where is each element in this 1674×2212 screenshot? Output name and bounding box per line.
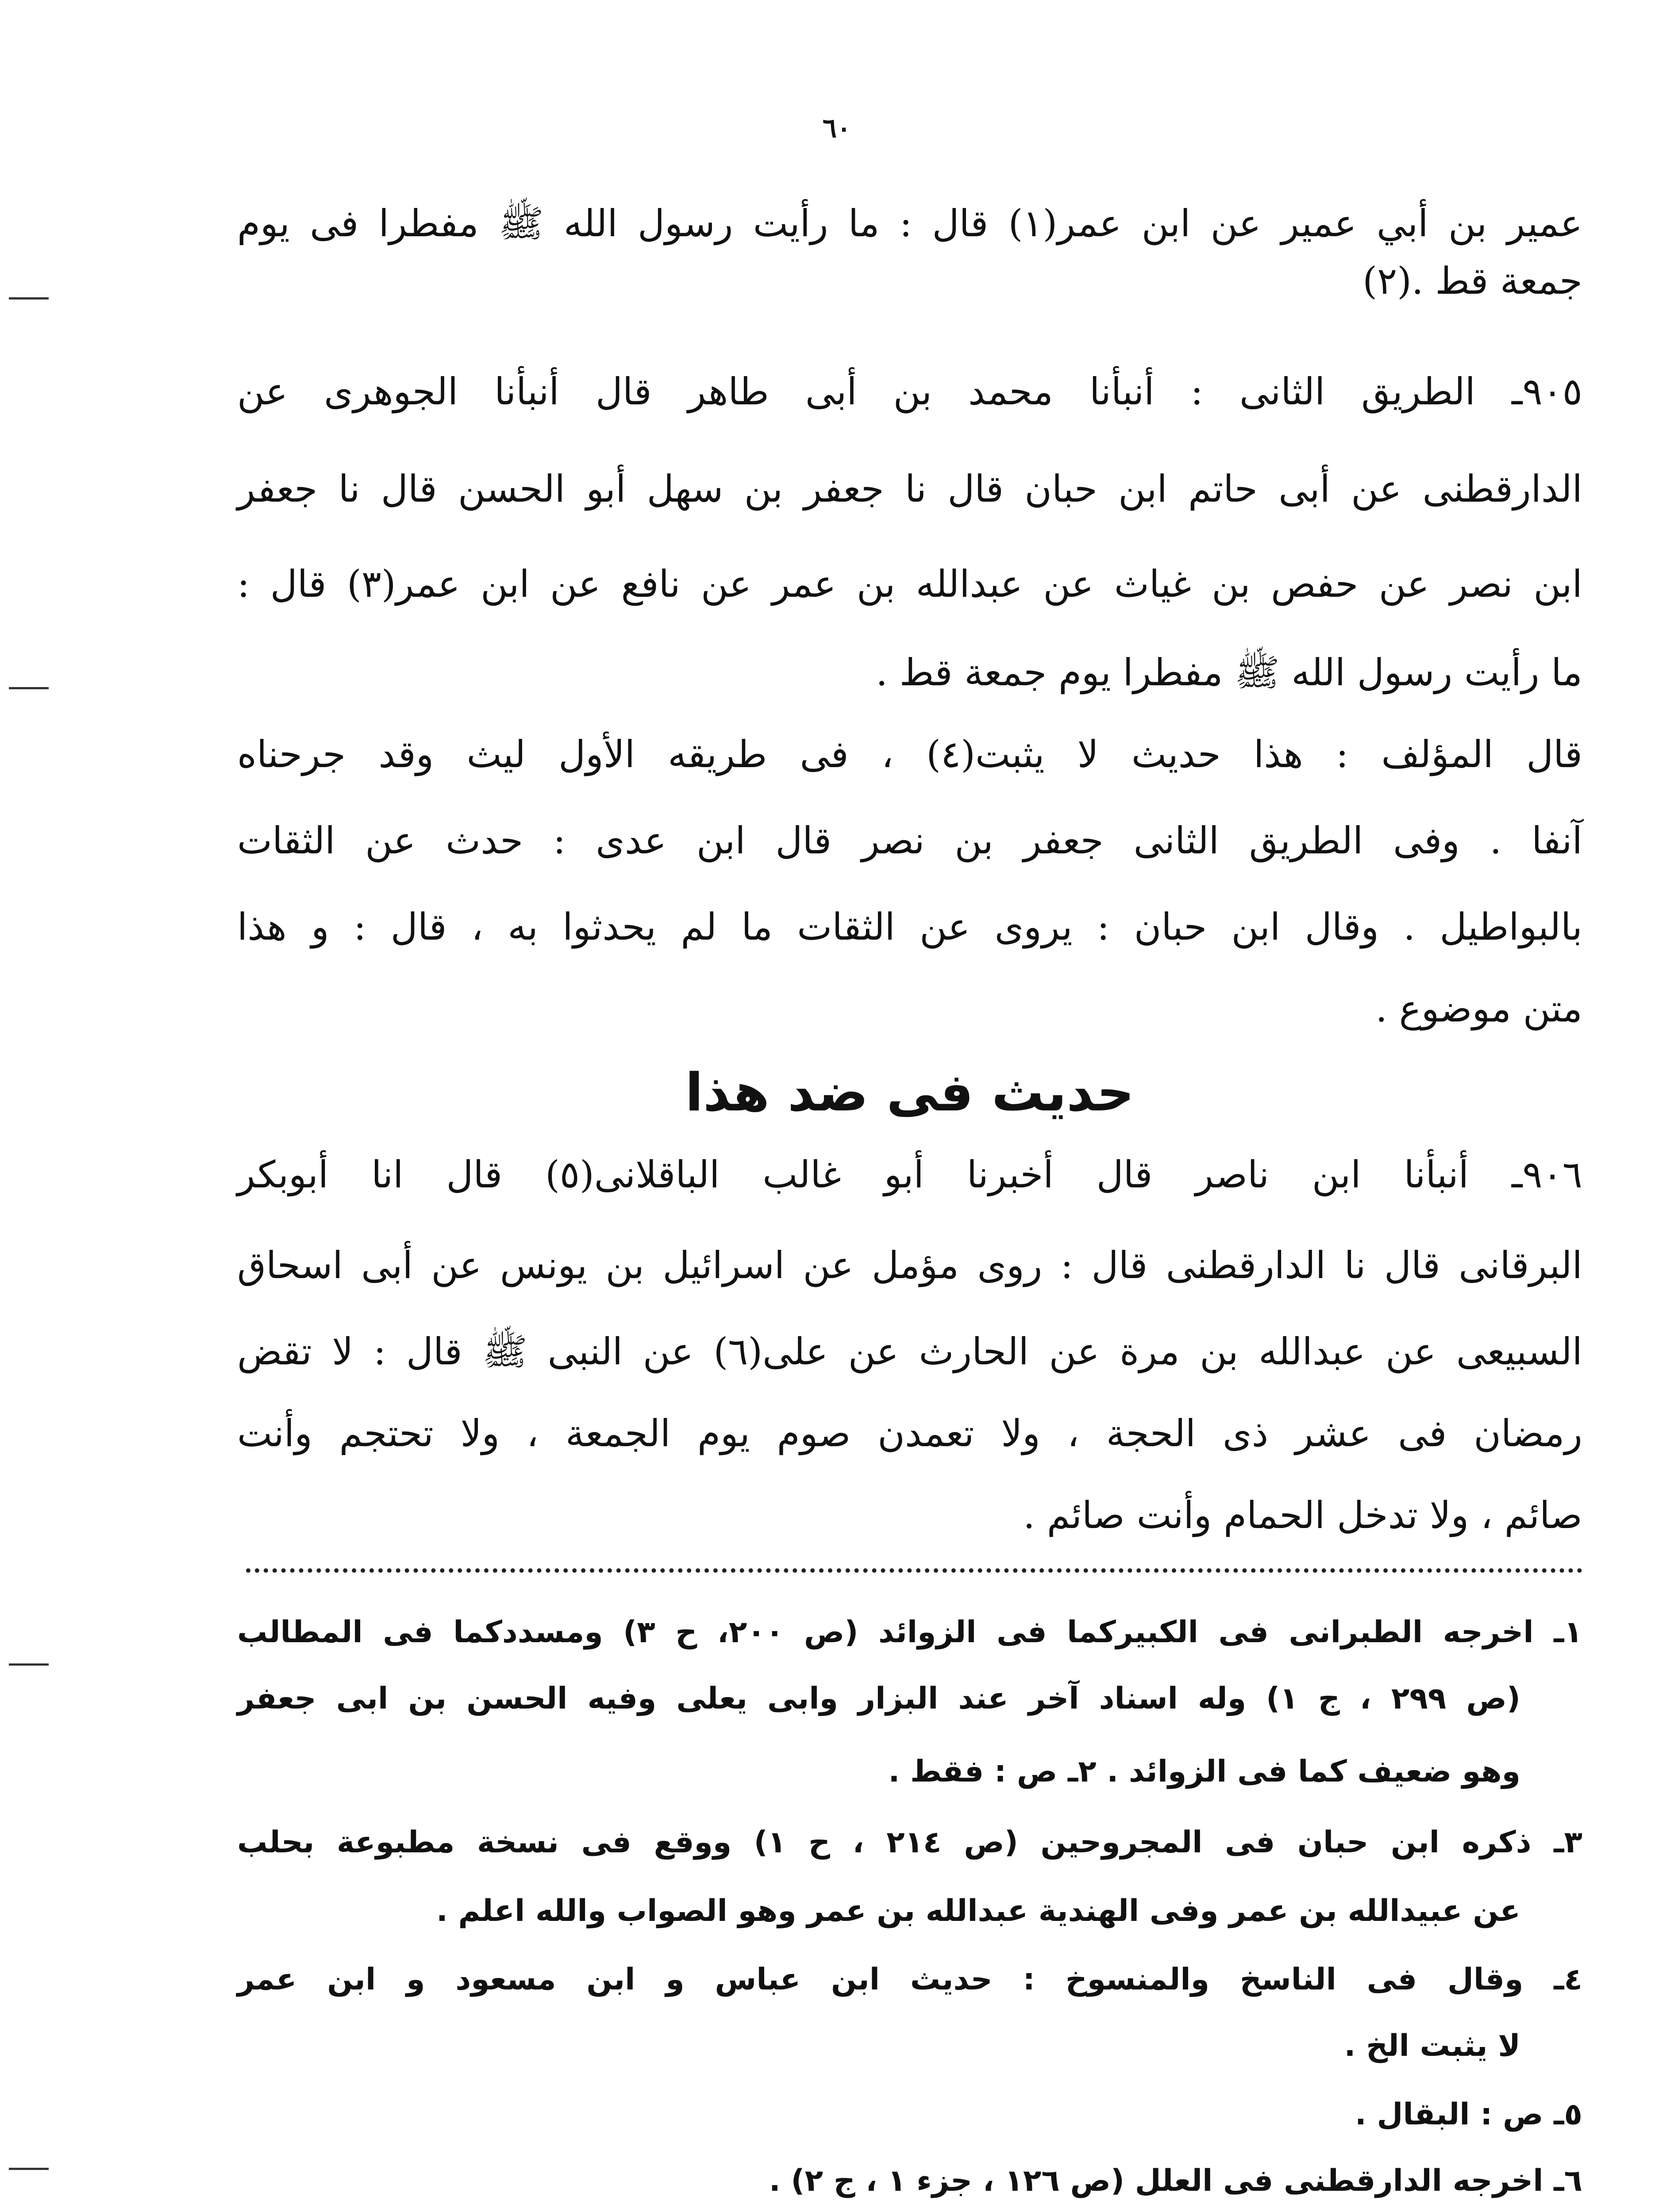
footnote-line: ٤ـ وقال فى الناسخ والمنسوخ : حديث ابن عباس و ابن مسعود و ابن عمر bbox=[237, 1962, 1582, 1997]
text-line: الدارقطنى عن أبى حاتم ابن حبان قال نا جعفر بن سهل أبو الحسن قال نا جعفر bbox=[237, 467, 1582, 511]
text-line: متن موضوع . bbox=[1375, 987, 1582, 1030]
footnote-line: وهو ضعيف كما فى الزوائد . ٢ـ ص : فقط . bbox=[888, 1754, 1520, 1789]
text-line: آنفا . وفى الطريق الثانى جعفر بن نصر قال ابن عدى : حدث عن الثقات bbox=[237, 819, 1582, 862]
section-heading: حديث فى ضد هذا bbox=[685, 1062, 1135, 1123]
hadith-906-line: ٩٠٦ـ أنبأنا ابن ناصر قال أخبرنا أبو غالب الباقلانى(٥) قال انا أبوبكر bbox=[237, 1153, 1582, 1196]
footnote-line: ٦ـ اخرجه الدارقطنى فى العلل (ص ١٢٦ ، جزء ١ ، ج ٢) . bbox=[769, 2163, 1582, 2198]
hadith-905-line: ٩٠٥ـ الطريق الثانى : أنبأنا محمد بن أبى طاهر قال أنبأنا الجوهرى عن bbox=[237, 370, 1582, 413]
footnote-separator bbox=[246, 1568, 1582, 1573]
footnote-line: لا يثبت الخ . bbox=[1344, 2028, 1520, 2063]
text-line: ما رأيت رسول الله ﷺ مفطرا يوم جمعة قط . bbox=[876, 651, 1582, 694]
text-line: جمعة قط .(٢) bbox=[1362, 259, 1582, 303]
author-comment-line: قال المؤلف : هذا حديث لا يثبت(٤) ، فى طريقه الأول ليث وقد جرحناه bbox=[237, 733, 1583, 776]
text-line: عمير بن أبي عمير عن ابن عمر(١) قال : ما رأيت رسول الله ﷺ مفطرا فى يوم bbox=[237, 202, 1582, 245]
footnote-line: ١ـ اخرجه الطبرانى فى الكبيركما فى الزوائد (ص ٢٠٠، ح ٣) ومسددكما فى المطالب bbox=[237, 1615, 1582, 1650]
footnote-line: عن عبيدالله بن عمر وفى الهندية عبدالله بن عمر وهو الصواب والله اعلم . bbox=[436, 1893, 1520, 1928]
text-line: صائم ، ولا تدخل الحمام وأنت صائم . bbox=[1023, 1494, 1582, 1537]
margin-mark bbox=[9, 2168, 49, 2170]
text-line: رمضان فى عشر ذى الحجة ، ولا تعمدن صوم يوم الجمعة ، ولا تحتجم وأنت bbox=[237, 1412, 1582, 1455]
footnote-line: ٥ـ ص : البقال . bbox=[1355, 2097, 1582, 2132]
footnote-line: (ص ٢٩٩ ، ج ١) وله اسناد آخر عند البزار وابى يعلى وفيه الحسن بن ابى جعفر bbox=[237, 1681, 1520, 1716]
page-number: ٦٠ bbox=[822, 113, 851, 144]
margin-mark bbox=[9, 297, 49, 300]
footnote-line: ٣ـ ذكره ابن حبان فى المجروحين (ص ٢١٤ ، ح ١) ووقع فى نسخة مطبوعة بحلب bbox=[237, 1825, 1582, 1860]
text-line: السبيعى عن عبدالله بن مرة عن الحارث عن على(٦) عن النبى ﷺ قال : لا تقض bbox=[237, 1330, 1582, 1373]
margin-mark bbox=[9, 687, 49, 689]
text-line: البرقانى قال نا الدارقطنى قال : روى مؤمل عن اسرائيل بن يونس عن أبى اسحاق bbox=[237, 1244, 1582, 1287]
margin-mark bbox=[9, 1663, 49, 1666]
text-line: بالبواطيل . وقال ابن حبان : يروى عن الثقات ما لم يحدثوا به ، قال : و هذا bbox=[237, 905, 1582, 949]
text-line: ابن نصر عن حفص بن غياث عن عبدالله بن عمر عن نافع عن ابن عمر(٣) قال : bbox=[237, 562, 1582, 606]
